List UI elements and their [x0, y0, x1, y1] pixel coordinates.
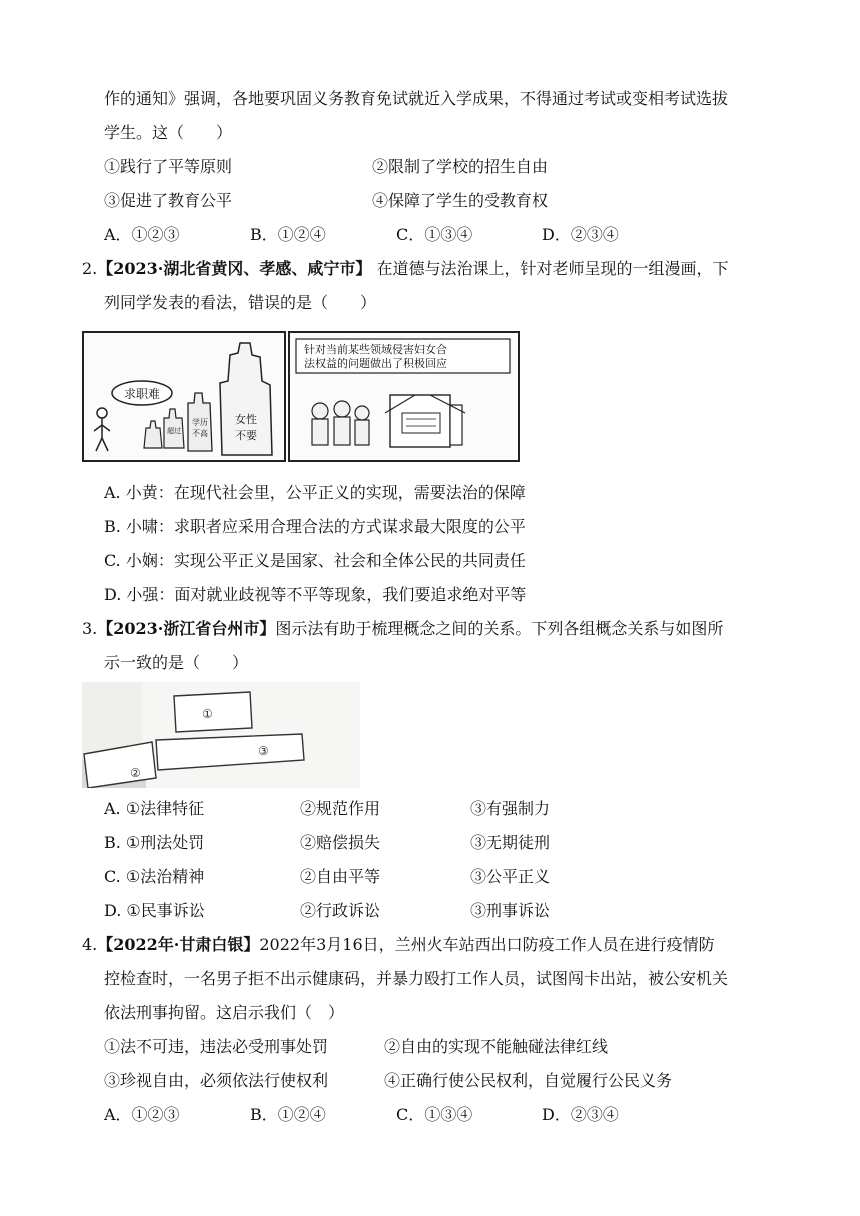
q3-option-b-1: B. ①刑法处罚: [104, 833, 205, 852]
q3-option-b-3: ③无期徒刑: [470, 833, 551, 852]
label-age: 超过: [167, 427, 181, 435]
label-education-2: 不高: [192, 429, 208, 438]
box-2-label: ②: [130, 766, 141, 780]
cartoon-right-panel: [288, 331, 520, 462]
q1-statement-3: ③促进了教育公平: [104, 191, 233, 210]
q3-option-a-1: A. ①法律特征: [104, 799, 205, 818]
q2-stem-line2: 列同学发表的看法，错误的是（ ）: [104, 293, 377, 312]
q4-statement-2: ②自由的实现不能触碰法律红线: [384, 1037, 609, 1056]
box-1: [174, 692, 252, 732]
q4-option-c: C．①③④: [396, 1105, 473, 1124]
q1-option-d: D．②③④: [542, 225, 619, 244]
job-seeker-figure: [94, 408, 110, 451]
q4-statement-3: ③珍视自由，必须依法行使权利: [104, 1071, 329, 1090]
q3-option-b-2: ②赔偿损失: [300, 833, 381, 852]
q2-option-c: C. 小娴：实现公平正义是国家、社会和全体公民的共同责任: [104, 551, 526, 570]
law-book-label: [402, 413, 440, 433]
q4-option-a: A．①②③: [104, 1105, 180, 1124]
q4-number: 4.: [82, 935, 98, 954]
box-3-label: ③: [258, 744, 269, 758]
q4-option-d: D．②③④: [542, 1105, 619, 1124]
q3-option-d-2: ②行政诉讼: [300, 901, 381, 920]
q4-stem-line2: 控检查时，一名男子拒不出示健康码，并暴力殴打工作人员，试图闯卡出站，被公安机关: [104, 969, 729, 988]
q3-stem-line1: [82, 618, 723, 640]
q4-stem-line3: 依法刑事拘留。这启示我们（ ）: [104, 1003, 345, 1022]
q1-statement-1: ①践行了平等原则: [104, 157, 233, 176]
label-female-2: 不要: [235, 429, 257, 442]
q4-option-b: B．①②④: [250, 1105, 326, 1124]
q3-number: 3.: [82, 619, 98, 638]
cartoon-left-drawing: [84, 333, 284, 460]
q2-option-b: B. 小啸：求职者应采用合理合法的方式谋求最大限度的公平: [104, 517, 526, 536]
q1-statement-2: ②限制了学校的招生自由: [372, 157, 549, 176]
q3-option-c-1: C. ①法治精神: [104, 867, 205, 886]
q3-stem-line2: 示一致的是（ ）: [104, 653, 249, 672]
q4-stem-line1: [82, 934, 715, 956]
q3-source: 【2023·浙江省台州市】: [97, 619, 276, 638]
label-education-1: 学历: [192, 418, 208, 427]
bubble-text: 求职难: [123, 387, 161, 401]
q3-stem-text: 图示法有助于梳理概念之间的关系。下列各组概念关系与如图所: [275, 619, 724, 638]
q2-stem-line1: [82, 258, 728, 280]
q2-option-a: A. 小黄：在现代社会里，公平正义的实现，需要法治的保障: [104, 483, 526, 502]
q2-stem-text: 在道德与法治课上，针对老师呈现的一组漫画，下: [371, 259, 729, 278]
q3-option-c-2: ②自由平等: [300, 867, 381, 886]
q3-option-c-3: ③公平正义: [470, 867, 551, 886]
q1-stem-line2: 学生。这（ ）: [104, 123, 233, 142]
q1-option-a: A．①②③: [104, 225, 180, 244]
q2-option-d: D. 小强：面对就业歧视等不平等现象，我们要追求绝对平等: [104, 585, 527, 604]
q2-number: 2.: [82, 259, 98, 278]
q1-statement-4: ④保障了学生的受教育权: [372, 191, 549, 210]
q4-statement-4: ④正确行使公民权利，自觉履行公民义务: [384, 1071, 673, 1090]
cartoon-right-drawing: [290, 333, 518, 460]
q1-option-b: B．①②④: [250, 225, 326, 244]
caption-line-1: 针对当前某些领域侵害妇女合: [304, 343, 447, 356]
q3-option-a-2: ②规范作用: [300, 799, 381, 818]
small-hand-1: [144, 421, 162, 448]
q2-source: 【2023·湖北省黄冈、孝感、咸宁市】: [97, 259, 372, 278]
q3-option-a-3: ③有强制力: [470, 799, 551, 818]
label-female-1: 女性: [235, 413, 257, 426]
cartoon-left-panel: [82, 331, 286, 462]
q3-option-d-1: D. ①民事诉讼: [104, 901, 205, 920]
people-group: [312, 401, 369, 445]
q3-option-d-3: ③刑事诉讼: [470, 901, 551, 920]
concept-diagram: [82, 682, 360, 788]
box-1-label: ①: [202, 707, 213, 721]
q1-stem-line1: 作的通知》强调，各地要巩固义务教育免试就近入学成果，不得通过考试或变相考试选拔: [104, 89, 729, 108]
q4-source: 【2022年·甘肃白银】: [97, 935, 260, 954]
caption-line-2: 法权益的问题做出了积极回应: [304, 357, 447, 370]
q1-option-c: C．①③④: [396, 225, 473, 244]
q4-stem-text: 2022年3月16日，兰州火车站西出口防疫工作人员在进行疫情防: [259, 935, 715, 954]
q4-statement-1: ①法不可违，违法必受刑事处罚: [104, 1037, 329, 1056]
concept-diagram-svg: [82, 682, 360, 788]
